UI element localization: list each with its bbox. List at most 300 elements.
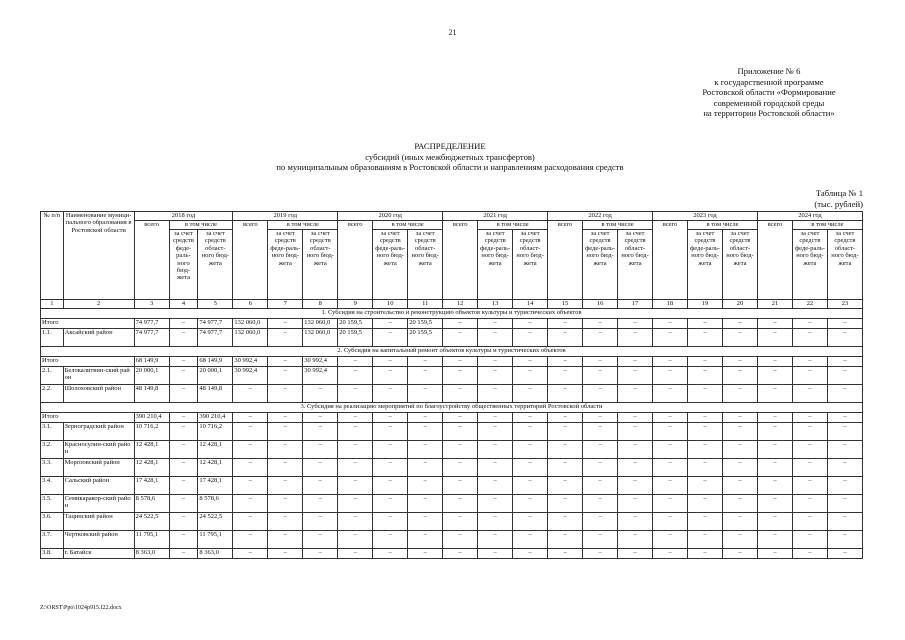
table-cell: – xyxy=(443,357,478,367)
table-cell: – xyxy=(408,367,443,385)
table-cell: – xyxy=(722,441,757,459)
row-number: 3.7. xyxy=(41,531,64,549)
document-heading xyxy=(150,141,750,173)
table-cell: – xyxy=(268,385,303,403)
table-row xyxy=(41,385,863,403)
table-cell: – xyxy=(827,459,862,477)
table-cell: – xyxy=(443,513,478,531)
table-cell: – xyxy=(233,413,268,423)
table-cell: – xyxy=(338,357,373,367)
table-cell: – xyxy=(548,367,583,385)
table-cell: – xyxy=(653,357,688,367)
table-cell: 30 992,4 xyxy=(233,367,268,385)
municipality-name: Зерноградский район xyxy=(63,423,134,441)
municipality-name: г. Батайск xyxy=(63,549,134,559)
table-cell: – xyxy=(757,357,792,367)
table-cell: – xyxy=(408,477,443,495)
header-row-sub xyxy=(41,221,863,230)
table-cell: 20 000,1 xyxy=(134,367,169,385)
table-cell: – xyxy=(373,477,408,495)
table-cell: – xyxy=(268,495,303,513)
table-cell: – xyxy=(338,477,373,495)
header-regional: за счет средств област-ного бюд-жета xyxy=(827,230,862,300)
table-cell: – xyxy=(373,357,408,367)
table-cell: – xyxy=(478,423,513,441)
table-cell: – xyxy=(513,459,548,477)
table-cell: – xyxy=(688,531,723,549)
table-cell: – xyxy=(827,319,862,329)
table-cell: 12 428,1 xyxy=(198,459,233,477)
table-cell: – xyxy=(548,531,583,549)
table-cell: – xyxy=(618,549,653,559)
table-cell: – xyxy=(233,385,268,403)
table-cell: – xyxy=(513,329,548,347)
table-cell: – xyxy=(478,513,513,531)
header-federal: за счет средств феде-раль-ного бюд-жета xyxy=(268,230,303,300)
appendix-line: современной городской среды xyxy=(713,97,825,108)
table-cell: 74 977,7 xyxy=(198,329,233,347)
table-cell: – xyxy=(303,513,338,531)
table-cell: 390 210,4 xyxy=(198,413,233,423)
table-cell: – xyxy=(827,357,862,367)
table-cell: – xyxy=(513,495,548,513)
table-cell: – xyxy=(338,549,373,559)
table-cell: – xyxy=(443,477,478,495)
table-cell: – xyxy=(303,441,338,459)
table-cell: 10 716,2 xyxy=(134,423,169,441)
table-cell: – xyxy=(478,441,513,459)
header-including: в том числе xyxy=(478,221,548,230)
table-cell: – xyxy=(513,423,548,441)
table-cell: – xyxy=(373,549,408,559)
table-row xyxy=(41,495,863,513)
table-label xyxy=(720,188,863,209)
appendix-line: к государственной программе xyxy=(714,76,824,87)
table-cell: 48 149,8 xyxy=(198,385,233,403)
table-cell: – xyxy=(583,459,618,477)
table-cell: – xyxy=(618,357,653,367)
table-cell: – xyxy=(827,441,862,459)
table-cell: – xyxy=(583,319,618,329)
column-number: 20 xyxy=(722,300,757,309)
table-cell: – xyxy=(688,413,723,423)
table-cell: – xyxy=(583,441,618,459)
column-number: 15 xyxy=(548,300,583,309)
table-cell: – xyxy=(653,413,688,423)
table-cell: – xyxy=(792,329,827,347)
table-cell: – xyxy=(169,357,198,367)
table-cell: 8 578,6 xyxy=(198,495,233,513)
section-title-row xyxy=(41,347,863,357)
header-total: всего xyxy=(134,221,169,300)
table-cell: – xyxy=(303,477,338,495)
table-cell: – xyxy=(373,367,408,385)
table-cell: – xyxy=(169,367,198,385)
table-cell: – xyxy=(792,319,827,329)
table-cell: – xyxy=(268,441,303,459)
table-cell: 11 795,1 xyxy=(134,531,169,549)
column-number: 19 xyxy=(688,300,723,309)
table-cell: – xyxy=(653,319,688,329)
table-cell: – xyxy=(373,531,408,549)
table-cell: – xyxy=(443,413,478,423)
table-cell: – xyxy=(169,385,198,403)
header-including: в том числе xyxy=(583,221,653,230)
table-cell: – xyxy=(233,459,268,477)
table-cell: – xyxy=(757,413,792,423)
page-number: 21 xyxy=(448,28,457,37)
table-cell: – xyxy=(548,329,583,347)
table-cell: – xyxy=(653,459,688,477)
table-cell: – xyxy=(169,477,198,495)
table-cell: – xyxy=(338,367,373,385)
table-row xyxy=(41,531,863,549)
table-cell: – xyxy=(233,477,268,495)
table-cell: – xyxy=(827,477,862,495)
header-total: всего xyxy=(338,221,373,300)
table-cell: – xyxy=(722,513,757,531)
appendix-line: на территории Ростовской области» xyxy=(703,108,835,119)
municipality-name: Шолоховский район xyxy=(63,385,134,403)
column-number: 1 xyxy=(41,300,64,309)
table-cell: – xyxy=(618,319,653,329)
table-cell: – xyxy=(583,549,618,559)
table-cell: – xyxy=(513,513,548,531)
table-cell: – xyxy=(169,495,198,513)
table-cell: – xyxy=(653,385,688,403)
section-title: 2. Субсидия на капитальный ремонт объектов культуры и туристических объектов xyxy=(41,347,863,357)
table-cell: – xyxy=(338,495,373,513)
table-cell: – xyxy=(583,495,618,513)
table-cell: 132 060,0 xyxy=(303,329,338,347)
total-label: Итого xyxy=(41,319,135,329)
header-row-years xyxy=(41,212,863,221)
table-cell: – xyxy=(373,513,408,531)
table-row xyxy=(41,329,863,347)
table-cell: – xyxy=(408,441,443,459)
appendix-block xyxy=(640,66,898,119)
table-cell: – xyxy=(513,549,548,559)
table-cell: – xyxy=(338,513,373,531)
table-cell: – xyxy=(583,531,618,549)
table-cell: – xyxy=(303,531,338,549)
heading-title: РАСПРЕДЕЛЕНИЕ xyxy=(414,141,486,151)
table-cell: – xyxy=(688,385,723,403)
table-cell: 48 149,8 xyxy=(134,385,169,403)
table-cell: – xyxy=(408,459,443,477)
table-cell: 20 159,5 xyxy=(338,329,373,347)
header-number: № п/п xyxy=(41,212,64,300)
column-number: 16 xyxy=(583,300,618,309)
table-cell: – xyxy=(653,513,688,531)
total-row xyxy=(41,413,863,423)
table-cell: – xyxy=(169,459,198,477)
header-year: 2019 год xyxy=(233,212,338,221)
municipality-name: Семикаракор-ский район xyxy=(63,495,134,513)
table-cell: – xyxy=(443,385,478,403)
header-including: в том числе xyxy=(169,221,233,230)
table-cell: – xyxy=(233,549,268,559)
row-number: 3.2. xyxy=(41,441,64,459)
table-cell: – xyxy=(408,385,443,403)
header-total: всего xyxy=(443,221,478,300)
table-cell: – xyxy=(757,329,792,347)
table-cell: – xyxy=(653,549,688,559)
table-cell: – xyxy=(268,357,303,367)
table-cell: – xyxy=(478,477,513,495)
table-cell: – xyxy=(583,357,618,367)
table-cell: – xyxy=(618,495,653,513)
table-cell: – xyxy=(233,495,268,513)
row-number: 1.1. xyxy=(41,329,64,347)
header-federal: за счет средств феде-раль-ного бюд-жета xyxy=(583,230,618,300)
table-cell: 8 363,0 xyxy=(134,549,169,559)
table-cell: – xyxy=(169,441,198,459)
table-cell: – xyxy=(792,413,827,423)
table-cell: – xyxy=(583,367,618,385)
table-cell: – xyxy=(303,413,338,423)
table-row xyxy=(41,441,863,459)
table-cell: 12 428,1 xyxy=(134,459,169,477)
column-number: 10 xyxy=(373,300,408,309)
table-cell: – xyxy=(757,531,792,549)
header-total: всего xyxy=(653,221,688,300)
table-cell: – xyxy=(688,423,723,441)
table-cell: – xyxy=(688,319,723,329)
table-cell: 24 522,5 xyxy=(134,513,169,531)
row-number: 3.5. xyxy=(41,495,64,513)
table-cell: – xyxy=(583,385,618,403)
table-cell: – xyxy=(548,413,583,423)
table-cell: – xyxy=(722,423,757,441)
table-cell: – xyxy=(792,367,827,385)
table-cell: – xyxy=(373,423,408,441)
table-row xyxy=(41,477,863,495)
table-cell: – xyxy=(373,385,408,403)
table-cell: – xyxy=(169,413,198,423)
table-cell: – xyxy=(757,319,792,329)
table-cell: – xyxy=(408,495,443,513)
table-cell: – xyxy=(722,477,757,495)
table-cell: – xyxy=(268,319,303,329)
column-number: 8 xyxy=(303,300,338,309)
row-number: 2.2. xyxy=(41,385,64,403)
table-cell: – xyxy=(618,459,653,477)
table-cell: 8 363,0 xyxy=(198,549,233,559)
table-cell: – xyxy=(408,413,443,423)
appendix-line: Ростовской области «Формирование xyxy=(702,87,836,98)
table-cell: – xyxy=(792,441,827,459)
table-cell: – xyxy=(169,513,198,531)
header-federal: за счет средств феде-раль-ного бюд-жета xyxy=(373,230,408,300)
section-title-row xyxy=(41,309,863,319)
column-number: 13 xyxy=(478,300,513,309)
table-cell: – xyxy=(548,495,583,513)
column-number: 21 xyxy=(757,300,792,309)
table-cell: – xyxy=(478,319,513,329)
column-number: 23 xyxy=(827,300,862,309)
table-cell: – xyxy=(688,477,723,495)
total-row xyxy=(41,357,863,367)
header-year: 2021 год xyxy=(443,212,548,221)
table-cell: 20 159,5 xyxy=(408,319,443,329)
table-cell: – xyxy=(722,549,757,559)
table-cell: – xyxy=(443,423,478,441)
municipality-name: Аксайский район xyxy=(63,329,134,347)
table-cell: 24 522,5 xyxy=(198,513,233,531)
table-cell: 132 060,0 xyxy=(303,319,338,329)
table-cell: – xyxy=(338,441,373,459)
table-cell: 68 149,9 xyxy=(134,357,169,367)
table-cell: – xyxy=(443,531,478,549)
table-cell: – xyxy=(722,367,757,385)
table-cell: – xyxy=(338,413,373,423)
table-cell: – xyxy=(268,423,303,441)
table-cell: – xyxy=(443,549,478,559)
column-number: 7 xyxy=(268,300,303,309)
table-number: Таблица № 1 xyxy=(815,188,863,198)
distribution-table xyxy=(40,211,863,559)
header-total: всего xyxy=(548,221,583,300)
total-label: Итого xyxy=(41,357,135,367)
table-cell: – xyxy=(478,549,513,559)
table-cell: 8 578,6 xyxy=(134,495,169,513)
table-cell: – xyxy=(303,423,338,441)
row-number: 3.3. xyxy=(41,459,64,477)
municipality-name: Тацинский район xyxy=(63,513,134,531)
header-federal: за счет средств феде-раль-ного бюд-жета xyxy=(792,230,827,300)
table-cell: – xyxy=(169,549,198,559)
table-cell: – xyxy=(757,367,792,385)
table-cell: – xyxy=(169,531,198,549)
table-cell: – xyxy=(513,477,548,495)
table-cell: – xyxy=(618,413,653,423)
table-row xyxy=(41,367,863,385)
table-cell: – xyxy=(583,513,618,531)
table-cell: – xyxy=(757,549,792,559)
header-including: в том числе xyxy=(792,221,862,230)
table-cell: 132 060,0 xyxy=(233,319,268,329)
table-cell: – xyxy=(408,357,443,367)
row-number: 3.8. xyxy=(41,549,64,559)
column-number: 17 xyxy=(618,300,653,309)
row-number: 2.1. xyxy=(41,367,64,385)
table-row xyxy=(41,423,863,441)
table-cell: – xyxy=(478,357,513,367)
header-total: всего xyxy=(757,221,792,300)
table-cell: – xyxy=(722,413,757,423)
table-cell: – xyxy=(268,549,303,559)
table-cell: – xyxy=(618,367,653,385)
table-cell: – xyxy=(827,385,862,403)
table-cell: – xyxy=(303,459,338,477)
header-regional: за счет средств област-ного бюд-жета xyxy=(618,230,653,300)
table-cell: – xyxy=(268,413,303,423)
table-cell: – xyxy=(653,423,688,441)
column-number: 2 xyxy=(63,300,134,309)
table-cell: – xyxy=(827,329,862,347)
table-cell: – xyxy=(792,385,827,403)
table-cell: – xyxy=(478,367,513,385)
table-cell: – xyxy=(653,477,688,495)
section-title: 3. Субсидия на реализацию мероприятий по благоустройству общественных территорий Ростовской области xyxy=(41,403,863,413)
header-federal: за счет средств феде-раль-ного бюд-жета xyxy=(688,230,723,300)
table-cell: 10 716,2 xyxy=(198,423,233,441)
table-cell: – xyxy=(408,531,443,549)
section-title: 1. Субсидия на строительство и реконструкцию объектов культуры и туристических объектов xyxy=(41,309,863,319)
table-cell: – xyxy=(757,495,792,513)
table-cell: – xyxy=(373,413,408,423)
table-cell: – xyxy=(513,531,548,549)
row-number: 3.6. xyxy=(41,513,64,531)
table-cell: – xyxy=(548,549,583,559)
table-cell: – xyxy=(653,441,688,459)
table-cell: – xyxy=(338,531,373,549)
table-cell: – xyxy=(513,357,548,367)
table-cell: – xyxy=(583,413,618,423)
table-cell: – xyxy=(618,329,653,347)
column-number: 12 xyxy=(443,300,478,309)
table-cell: – xyxy=(688,367,723,385)
table-cell: 20 159,5 xyxy=(408,329,443,347)
table-cell: – xyxy=(722,531,757,549)
file-path: Z:\ORST\Ppo\1024p915.f22.docx xyxy=(40,605,122,611)
table-cell: – xyxy=(443,495,478,513)
table-cell: – xyxy=(688,513,723,531)
header-including: в том числе xyxy=(688,221,758,230)
table-cell: – xyxy=(618,531,653,549)
table-cell: – xyxy=(303,495,338,513)
table-cell: – xyxy=(233,441,268,459)
table-cell: – xyxy=(827,549,862,559)
table-cell: – xyxy=(268,459,303,477)
column-number: 5 xyxy=(198,300,233,309)
table-cell: – xyxy=(169,319,198,329)
table-cell: – xyxy=(303,549,338,559)
column-number: 3 xyxy=(134,300,169,309)
header-total: всего xyxy=(233,221,268,300)
table-cell: – xyxy=(443,367,478,385)
table-cell: – xyxy=(513,319,548,329)
table-cell: – xyxy=(618,477,653,495)
table-cell: – xyxy=(268,531,303,549)
table-cell: – xyxy=(443,459,478,477)
table-cell: – xyxy=(722,329,757,347)
table-cell: – xyxy=(478,329,513,347)
table-cell: – xyxy=(792,531,827,549)
municipality-name: Белокалитвин-ский район xyxy=(63,367,134,385)
total-label: Итого xyxy=(41,413,135,423)
table-cell: – xyxy=(373,459,408,477)
table-cell: – xyxy=(268,329,303,347)
table-cell: 12 428,1 xyxy=(134,441,169,459)
table-cell: – xyxy=(653,531,688,549)
table-cell: – xyxy=(827,413,862,423)
column-number: 6 xyxy=(233,300,268,309)
table-cell: – xyxy=(443,441,478,459)
table-cell: 74 977,7 xyxy=(198,319,233,329)
header-federal: за счет средств феде-раль-ного бюд-жета xyxy=(478,230,513,300)
table-cell: – xyxy=(373,441,408,459)
table-cell: 68 149,9 xyxy=(198,357,233,367)
table-cell: – xyxy=(408,549,443,559)
table-cell: – xyxy=(373,319,408,329)
appendix-line: Приложение № 6 xyxy=(737,66,801,76)
table-cell: – xyxy=(757,459,792,477)
table-cell: 132 060,0 xyxy=(233,329,268,347)
header-including: в том числе xyxy=(373,221,443,230)
header-regional: за счет средств област-ного бюд-жета xyxy=(408,230,443,300)
